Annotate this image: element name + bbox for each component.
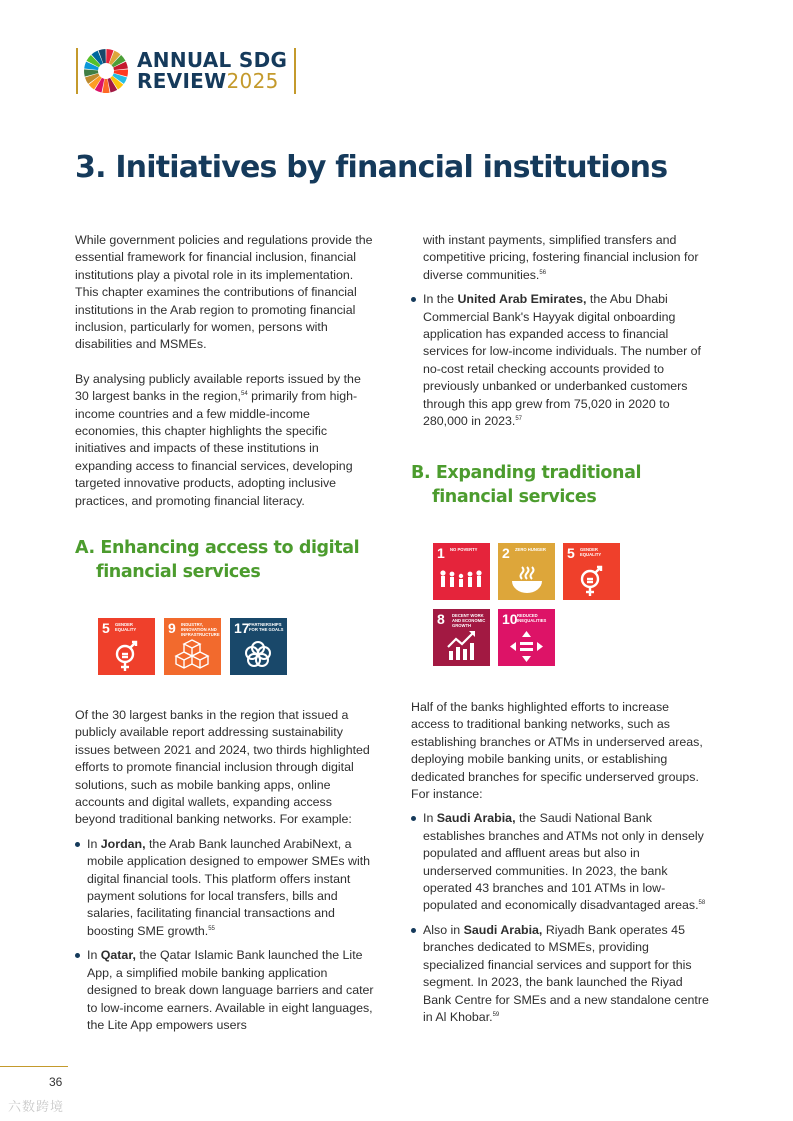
brand-title (137, 50, 287, 92)
footnote-ref[interactable]: 55 (208, 925, 215, 932)
footnote-ref[interactable]: 56 (539, 269, 547, 276)
section-b-paragraph: Half of the banks highlighted efforts to increase access to traditional banking networks, such as establishing branches or ATMs in underserved areas, deploying mobile banking units, or establishing dedicated branches for specific underserved groups. For instance: (411, 700, 703, 802)
sdg-tile-2: 2 ZERO HUNGER (498, 543, 555, 600)
list-item: In Jordan, the Arab Bank launched ArabiNext, a mobile application designed to empower SMEs with digital financial tools. This platform offers instant payment solutions for local transfers, bills and salaries, facilitating financial transactions and boosting SME growth.$^{55}$ (75, 836, 375, 940)
brand-divider (294, 48, 296, 94)
partnership-rings-icon (230, 618, 287, 675)
right-column-top (411, 232, 713, 437)
sdg-tile-8: 8 DECENT WORK AND ECONOMIC GROWTH (433, 609, 490, 666)
list-item: In the United Arab Emirates, the Abu Dhabi Commercial Bank's Hayyak digital onboarding application has expanded access to financial services for low-income individuals. The number of no-cost retail checking accounts provided to previously unbanked or underbanked customers through this app grew from 75,020 in 2020 to 280,000 in 2023.57 (411, 291, 713, 430)
list-item: In Saudi Arabia, the Saudi National Bank establishes branches and ATMs not only in densely populated and affluent areas but also in underserved communities. In 2023, the bank operated 43 branches and 101 ATMs in low-populated and economically disadvantaged areas.$^{58}$ (411, 810, 711, 914)
chapter-title: 3. Initiatives by financial institutions (75, 150, 668, 185)
footnote-ref[interactable]: 59 (492, 1011, 500, 1018)
page-number: 36 (49, 1075, 63, 1089)
list-item: Also in Saudi Arabia, Riyadh Bank operates 45 branches dedicated to MSMEs, providing specialized financial services and support for this segment. In 2023, the bank launched the Riyad Bank Centre for SMEs and a new standalone centre in Al Khobar.$^{59}$ (411, 922, 711, 1026)
gender-equality-icon (98, 618, 155, 675)
intro-paragraph-1: While government policies and regulations provide the essential framework for financial inclusion, financial institutions play a pivotal role in its implementation. This chapter examines the contributions of financial institutions in the Arab region to promoting financial inclusion, particularly for women, persons with disabilities and MSMEs. (75, 233, 373, 352)
brand-year: 2025 (226, 69, 279, 93)
zero-hunger-bowl-icon (498, 543, 555, 600)
section-b-body (411, 699, 711, 1033)
section-b-heading: B. Expanding traditional financial services (411, 463, 642, 507)
sdg-tile-1: 1 NO POVERTY (433, 543, 490, 600)
sdg-tile-10: 10 REDUCED INEQUALITIES (498, 609, 555, 666)
brand-line-2: REVIEW2025 (137, 69, 279, 93)
report-brand (76, 48, 296, 94)
sdg-tile-5: 5 GENDER EQUALITY (98, 618, 155, 675)
gender-equality-icon (563, 543, 620, 600)
section-b-bullets (411, 810, 711, 1026)
bullet-continuation: with instant payments, simplified transfers and competitive pricing, fostering financial inclusion for diverse communities.$^{56}$ (423, 233, 699, 282)
section-a-bullets (75, 836, 375, 1034)
intro-paragraph-2: By analysing publicly available reports issued by the 30 largest banks in the region,$^{54}$ primarily from high-income countries and a few middle-income economies, this chapter highlights the specific initiatives and impacts of these institutions in expanding access to financial services, developing targeted innovative products, adopting inclusive practices, and promoting financial literacy. (75, 371, 361, 508)
uae-bullets (411, 291, 713, 430)
section-a-heading: A. Enhancing access to digital financial services (75, 538, 360, 582)
sdg-tile-5: 5 GENDER EQUALITY (563, 543, 620, 600)
footnote-ref[interactable]: 58 (698, 900, 706, 907)
footer-rule (0, 1066, 68, 1067)
brand-divider (76, 48, 78, 94)
brand-line-1: ANNUAL SDG (137, 48, 288, 72)
sdg-tile-9: 9 INDUSTRY, INNOVATION AND INFRASTRUCTURE (164, 618, 221, 675)
no-poverty-family-icon (433, 543, 490, 600)
section-a-paragraph: Of the 30 largest banks in the region that issued a publicly available report addressing sustainability issues between 2021 and 2024, two thirds highlighted efforts to promote financial inclusion through digital solutions, such as mobile banking apps, online accounts and digital wallets, expanding access beyond traditional banking networks. For example: (75, 708, 370, 827)
watermark: 六数跨境 (8, 1099, 65, 1114)
industry-cubes-icon (164, 618, 221, 675)
section-a-body (75, 707, 375, 1041)
list-item: In Qatar, the Qatar Islamic Bank launched the Lite App, a simplified mobile banking application designed to break down language barriers and cater to low-income earners. Available in eight languages, the Lite App empowers users (75, 947, 375, 1034)
footnote-ref[interactable]: 57 (515, 416, 523, 423)
intro-text (75, 232, 375, 510)
economic-growth-chart-icon (433, 609, 490, 666)
footnote-ref[interactable]: 54 (241, 391, 248, 398)
reduced-inequalities-icon (498, 609, 555, 666)
sdg-wheel-logo (83, 48, 129, 94)
sdg-tile-17: 17 PARTNERSHIPS FOR THE GOALS (230, 618, 287, 675)
